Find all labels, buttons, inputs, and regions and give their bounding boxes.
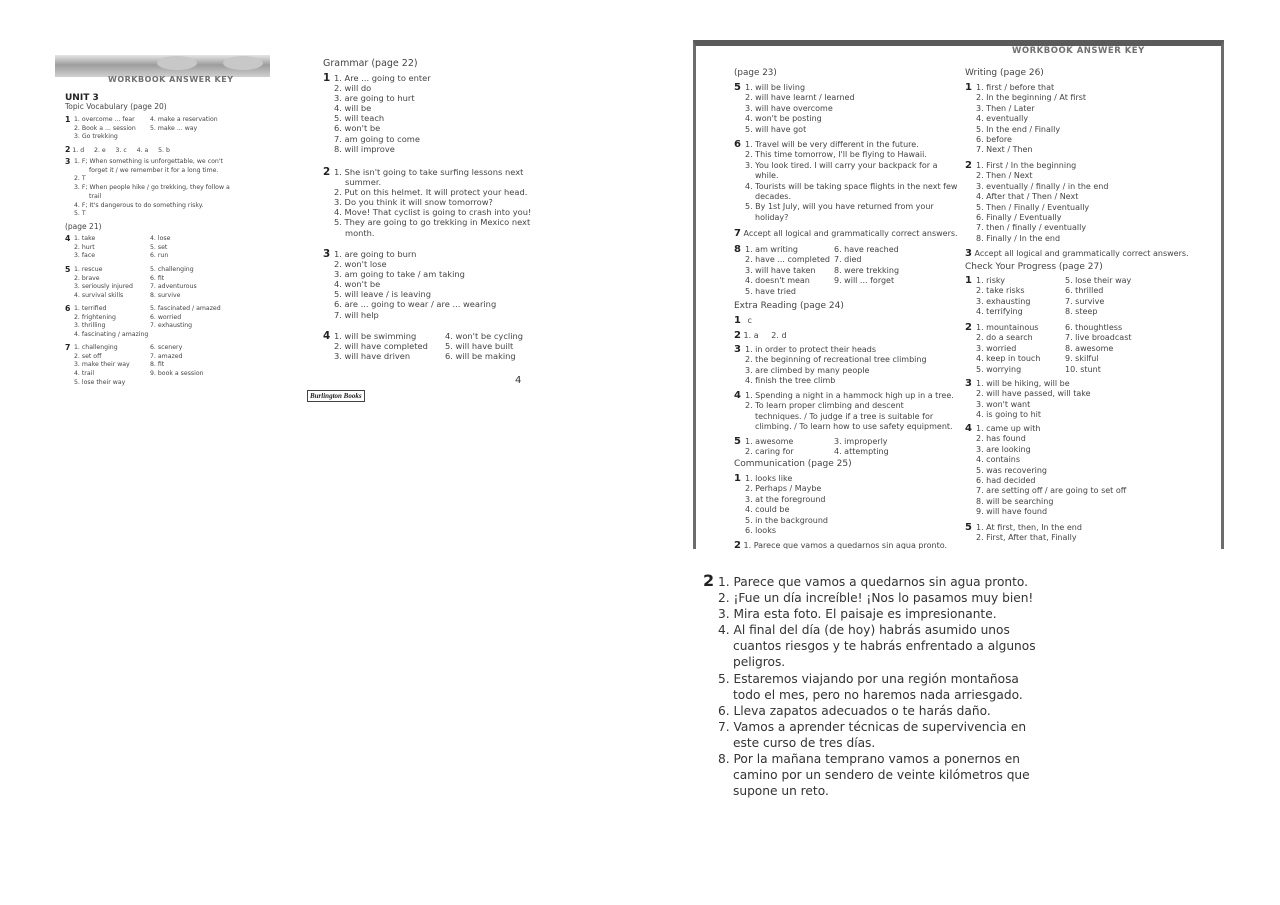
- left-ex2: [65, 146, 170, 156]
- answer: 6. scenery: [150, 344, 183, 351]
- answer: 7. will help: [334, 309, 379, 320]
- answer: 9. will ... forget: [834, 276, 895, 286]
- exercise-number: 3: [734, 344, 741, 355]
- answer: 5. make ... way: [150, 124, 198, 132]
- left-header-title: WORKBOOK ANSWER KEY: [108, 75, 234, 84]
- answer: 3. face: [74, 252, 96, 260]
- answer: 5. They are going to go trekking in Mexico next: [334, 217, 531, 228]
- answer: 1. will be living: [745, 83, 806, 92]
- answer: 3. will have overcome: [745, 103, 833, 113]
- exercise-number: 1: [965, 275, 972, 286]
- answer: Accept all logical and grammatically correct answers.: [974, 249, 1189, 258]
- answer: 7. then / finally / eventually: [976, 223, 1087, 233]
- answer: 6. before: [976, 135, 1012, 145]
- answer: 1. Travel will be very different in the future.: [745, 140, 919, 149]
- answer: 5. worrying: [976, 364, 1022, 374]
- answer: 8. Finally / In the end: [976, 233, 1061, 243]
- answer: 9. will have found: [976, 507, 1048, 517]
- exercise-number: 2: [965, 322, 972, 333]
- answer: 3. Then / Later: [976, 103, 1035, 113]
- answer-cont: decades.: [755, 192, 792, 202]
- answer: 1. first / before that: [976, 83, 1055, 92]
- exercise-number: 1: [323, 72, 331, 84]
- answer: 4. make a reservation: [150, 116, 218, 123]
- exercise-number: 2: [734, 540, 741, 549]
- answer: 1. Are ... going to enter: [334, 73, 431, 83]
- answer: 2. caring for: [745, 447, 794, 457]
- answer: 8. were trekking: [834, 265, 900, 275]
- answer: 5. set: [150, 243, 168, 251]
- answer: 4. attempting: [834, 447, 889, 457]
- answer: 2. In the beginning / At first: [976, 93, 1087, 103]
- answer: 7. are setting off / are going to set off: [976, 486, 1127, 496]
- answer: 3. will have driven: [334, 351, 411, 362]
- answer: 3. You look tired. I will carry your backpack for a: [745, 160, 938, 170]
- answer: 6. are ... going to wear / are ... wearing: [334, 299, 497, 310]
- answer: 2. Put on this helmet. It will protect your head.: [334, 187, 528, 198]
- answer: 4. Move! That cyclist is going to crash into you!: [334, 207, 532, 218]
- answer: 5. have tried: [745, 286, 796, 296]
- answer: 4. won't be posting: [745, 114, 822, 124]
- left-header-bar: [55, 55, 270, 77]
- answer: 9. book a session: [150, 370, 204, 378]
- answer: 5. In the end / Finally: [976, 124, 1061, 134]
- answer: 2. do a search: [976, 333, 1033, 343]
- communication-ex2: [734, 541, 947, 549]
- answer: 3. Go trekking: [74, 133, 118, 141]
- exercise-number: 3: [965, 248, 972, 259]
- exercise-number: 5: [734, 82, 741, 93]
- extra-reading-ex1: [734, 316, 752, 326]
- answer: 2. To learn proper climbing and descent: [745, 401, 904, 411]
- exercise-number: 2: [703, 571, 715, 590]
- answer: 6. run: [150, 252, 169, 260]
- ex1-col2: [150, 116, 218, 133]
- answer-cont: trail: [89, 192, 102, 200]
- answer: 2. First, After that, Finally: [976, 533, 1077, 543]
- exercise-number: 4: [965, 423, 972, 434]
- answer: 2. hurt: [74, 243, 95, 251]
- answer: 2. Perhaps / Maybe: [745, 484, 822, 494]
- answer: 3. won't want: [976, 399, 1031, 409]
- answer: 5. in the background: [745, 515, 828, 525]
- answer-cont: climbing. / To learn how to use safety equipment.: [755, 422, 953, 432]
- answer: 7. live broadcast: [1065, 333, 1132, 343]
- answer: 7. exhausting: [150, 322, 193, 330]
- exercise-number: 3: [65, 157, 71, 166]
- answer: 1. d 2. e 3. c 4. a 5. b: [72, 147, 170, 154]
- answer: 7. Next / Then: [976, 145, 1033, 155]
- exercise-number: 3: [323, 248, 331, 260]
- answer: 8. fit: [150, 361, 165, 369]
- answer: 1. rescue: [74, 266, 103, 273]
- answer-cont: summer.: [345, 177, 382, 188]
- page-23-label: (page 23): [734, 68, 777, 78]
- extra-reading-ex2: [734, 331, 787, 341]
- answer: 4. finish the tree climb: [745, 376, 836, 386]
- answer: 5. will teach: [334, 113, 385, 124]
- translation-line-cont: peligros.: [733, 655, 786, 670]
- answer: 1. will be swimming: [334, 331, 417, 341]
- answer: 4. won't be: [334, 279, 381, 290]
- exercise-number: 1: [965, 82, 972, 93]
- extra-reading-title: Extra Reading (page 24): [734, 301, 844, 311]
- exercise-number: 5: [65, 265, 71, 274]
- exercise-number: 1: [734, 315, 741, 326]
- answer: 4. eventually: [976, 114, 1029, 124]
- translation-line-cont: todo el mes, pero no haremos nada arriesgado.: [733, 687, 1023, 702]
- exercise-number: 4: [323, 330, 331, 342]
- answer: 1. F; When something is unforgettable, we con't: [74, 158, 223, 165]
- answer: 5. will leave / is leaving: [334, 289, 431, 300]
- answer: 5. lose their way: [1065, 276, 1132, 285]
- answer: 3. make their way: [74, 361, 130, 369]
- answer: 1. are going to burn: [334, 249, 417, 259]
- answer: 4. F; It's dangerous to do something risky.: [74, 201, 204, 209]
- answer: 2. take risks: [976, 286, 1025, 296]
- answer: 9. skilful: [1065, 354, 1099, 364]
- translation-line: 5. Estaremos viajando por una región montañosa: [718, 671, 1019, 686]
- translation-line: 3. Mira esta foto. El paisaje es impresionante.: [718, 607, 997, 622]
- answer: 7. adventurous: [150, 283, 197, 291]
- answer: 4. lose: [150, 235, 171, 242]
- exercise-number: 2: [323, 166, 331, 178]
- answer: 3. F; When people hike / go trekking, they follow a: [74, 184, 230, 192]
- answer: 3. eventually / finally / in the end: [976, 181, 1109, 191]
- answer: 1. am writing: [745, 245, 798, 254]
- answer: 2. will do: [334, 83, 372, 94]
- answer-cont: month.: [345, 227, 375, 238]
- answer: 3. are going to hurt: [334, 93, 415, 104]
- translation-line: 4. Al final del día (de hoy) habrás asumido unos: [718, 623, 1010, 638]
- answer: 5. will have built: [445, 341, 514, 352]
- answer: 5. challenging: [150, 266, 194, 273]
- answer: 4. doesn't mean: [745, 276, 810, 286]
- exercise-number: 1: [65, 115, 71, 124]
- page-21-label: (page 21): [65, 222, 102, 231]
- answer: 4. fascinating / amazing: [74, 331, 149, 339]
- answer: 6. will be making: [445, 351, 516, 362]
- answer: 8. survive: [150, 292, 181, 300]
- answer: 8. will improve: [334, 143, 395, 154]
- writing-title: Writing (page 26): [965, 68, 1044, 78]
- answer: 6. have reached: [834, 245, 899, 254]
- answer: 6. had decided: [976, 476, 1036, 486]
- answer: 4. contains: [976, 455, 1021, 465]
- answer: 6. thoughtless: [1065, 323, 1123, 332]
- answer: 6. looks: [745, 526, 776, 536]
- answer: 5. T: [74, 210, 86, 218]
- communication-title: Communication (page 25): [734, 459, 852, 469]
- writing-ex3: [965, 249, 1189, 259]
- answer: 5. By 1st July, will you have returned from your: [745, 202, 934, 212]
- exercise-number: 2: [65, 145, 71, 154]
- answer: 2. frightening: [74, 313, 116, 321]
- answer: 1. At first, then, In the end: [976, 523, 1082, 532]
- answer: 3. seriously injured: [74, 283, 133, 291]
- answer: 3. worried: [976, 343, 1017, 353]
- unit-title: UNIT 3: [65, 93, 99, 103]
- answer: 7. am going to come: [334, 133, 420, 144]
- answer-cont: while.: [755, 171, 779, 181]
- answer: 1. First / In the beginning: [976, 161, 1077, 170]
- ex1-col1: [74, 116, 154, 142]
- grammar-title: Grammar (page 22): [323, 58, 418, 69]
- exercise-number: 4: [65, 234, 71, 243]
- answer: 1. She isn't going to take surfing lessons next: [334, 167, 524, 177]
- answer: 1. a 2. d: [743, 331, 787, 340]
- answer: 4. won't be cycling: [445, 331, 524, 341]
- answer: 4. trail: [74, 370, 95, 378]
- answer: 1. will be hiking, will be: [976, 379, 1070, 388]
- answer: 6. thrilled: [1065, 286, 1104, 296]
- answer: 4. terrifying: [976, 307, 1023, 317]
- answer: 3. Do you think it will snow tomorrow?: [334, 197, 493, 208]
- answer: 4. survival skills: [74, 292, 124, 300]
- exercise-number: 5: [965, 522, 972, 533]
- answer: 5. lose their way: [74, 378, 126, 386]
- translation-line: 6. Lleva zapatos adecuados o te harás daño.: [718, 703, 991, 718]
- answer: Accept all logical and grammatically correct answers.: [743, 229, 958, 238]
- answer: 6. worried: [150, 313, 182, 321]
- exercise-number: 3: [965, 378, 972, 389]
- right-answer-key-page: [693, 40, 1224, 549]
- right-header-title: WORKBOOK ANSWER KEY: [1012, 46, 1145, 56]
- answer: 3. at the foreground: [745, 494, 826, 504]
- answer: 3. are climbed by many people: [745, 365, 870, 375]
- translation-line: 8. Por la mañana temprano vamos a ponernos en: [718, 752, 1020, 767]
- answer: 8. awesome: [1065, 343, 1114, 353]
- answer: 7. amazed: [150, 352, 183, 360]
- answer: 1. Spending a night in a hammock high up in a tree.: [745, 391, 954, 400]
- translation-line-cont: supone un reto.: [733, 784, 829, 799]
- answer: 1. take: [74, 235, 96, 242]
- exercise-number: 4: [734, 390, 741, 401]
- answer: 1. terrified: [74, 305, 107, 312]
- page-number: 4: [515, 375, 522, 386]
- answer: 8. will be searching: [976, 496, 1054, 506]
- answer: 1. looks like: [745, 474, 793, 483]
- answer: 1. Parece que vamos a quedarnos sin agua pronto.: [743, 541, 948, 549]
- exercise-number: 5: [734, 436, 741, 447]
- exercise-number: 7: [734, 228, 741, 239]
- translation-line: 1. Parece que vamos a quedarnos sin agua pronto.: [718, 575, 1029, 589]
- answer: 1. came up with: [976, 424, 1041, 433]
- answer: 2. will have completed: [334, 341, 428, 352]
- answer-cont: holiday?: [755, 212, 789, 222]
- right-ex7: [734, 229, 958, 239]
- answer: 2. T: [74, 175, 86, 183]
- answer-cont: techniques. / To judge if a tree is suitable for: [755, 411, 934, 421]
- answer: 7. died: [834, 255, 862, 265]
- translation-line-cont: este curso de tres días.: [733, 735, 876, 750]
- answer: 5. will have got: [745, 124, 807, 134]
- exercise-number: 6: [65, 304, 71, 313]
- answer: 10. stunt: [1065, 364, 1101, 374]
- answer: 2. brave: [74, 274, 100, 282]
- answer: 2. have ... completed: [745, 255, 830, 265]
- exercise-number: 7: [65, 343, 71, 352]
- check-progress-title: Check Your Progress (page 27): [965, 262, 1103, 272]
- answer: 4. could be: [745, 505, 790, 515]
- exercise-number: 6: [734, 139, 741, 150]
- translation-line-cont: camino por un sendero de veinte kilómetros que: [733, 768, 1030, 783]
- translation-line: 2. ¡Fue un día increíble! ¡Nos lo pasamos muy bien!: [718, 591, 1034, 606]
- answer: 1. in order to protect their heads: [745, 345, 877, 354]
- answer: 3. thrilling: [74, 322, 106, 330]
- answer: 5. fascinated / amazed: [150, 305, 221, 312]
- answer: 4. After that / Then / Next: [976, 192, 1079, 202]
- translation-line-cont: cuantos riesgos y te habrás enfrentado a algunos: [733, 639, 1036, 654]
- answer: 5. Then / Finally / Eventually: [976, 202, 1090, 212]
- answer: 6. Finally / Eventually: [976, 213, 1062, 223]
- answer: 1. awesome: [745, 437, 794, 446]
- answer: 2. won't lose: [334, 259, 387, 270]
- answer: 4. Tourists will be taking space flights in the next few: [745, 181, 958, 191]
- exercise-number: 2: [965, 160, 972, 171]
- answer: 5. was recovering: [976, 465, 1047, 475]
- answer: 4. keep in touch: [976, 354, 1041, 364]
- answer: 2. This time tomorrow, I'll be flying to Hawaii.: [745, 150, 927, 160]
- answer: 1. challenging: [74, 344, 118, 351]
- answer: 4. is going to hit: [976, 410, 1041, 420]
- answer: 3. improperly: [834, 437, 888, 446]
- answer: 8. steep: [1065, 307, 1098, 317]
- header-decoration: [55, 55, 270, 77]
- answer: 3. will have taken: [745, 265, 816, 275]
- answer: 2. Then / Next: [976, 171, 1033, 181]
- publisher-logo: Burlington Books: [307, 390, 365, 402]
- answer: 1. mountainous: [976, 323, 1039, 332]
- answer: 6. won't be: [334, 123, 381, 134]
- answer: c: [747, 316, 752, 325]
- answer: 1. risky: [976, 276, 1005, 285]
- answer: 1. overcome ... fear: [74, 116, 135, 123]
- answer: 2. set off: [74, 352, 102, 360]
- translation-line: 7. Vamos a aprender técnicas de supervivencia en: [718, 719, 1027, 734]
- answer: 2. has found: [976, 434, 1026, 444]
- exercise-number: 2: [734, 330, 741, 341]
- answer: 7. survive: [1065, 296, 1105, 306]
- exercise-number: 1: [734, 473, 741, 484]
- answer: 2. the beginning of recreational tree climbing: [745, 355, 927, 365]
- answer: 3. are looking: [976, 444, 1031, 454]
- topic-vocabulary-title: Topic Vocabulary (page 20): [65, 102, 167, 111]
- answer-cont: forget it / we remember it for a long time.: [89, 166, 219, 174]
- answer: 2. will have learnt / learned: [745, 93, 855, 103]
- answer: 2. will have passed, will take: [976, 389, 1091, 399]
- answer: 4. will be: [334, 103, 372, 114]
- answer: 2. Book a ... session: [74, 124, 136, 132]
- answer: 3. am going to take / am taking: [334, 269, 465, 280]
- exercise-number: 8: [734, 244, 741, 255]
- answer: 3. exhausting: [976, 296, 1031, 306]
- answer: 6. fit: [150, 274, 165, 282]
